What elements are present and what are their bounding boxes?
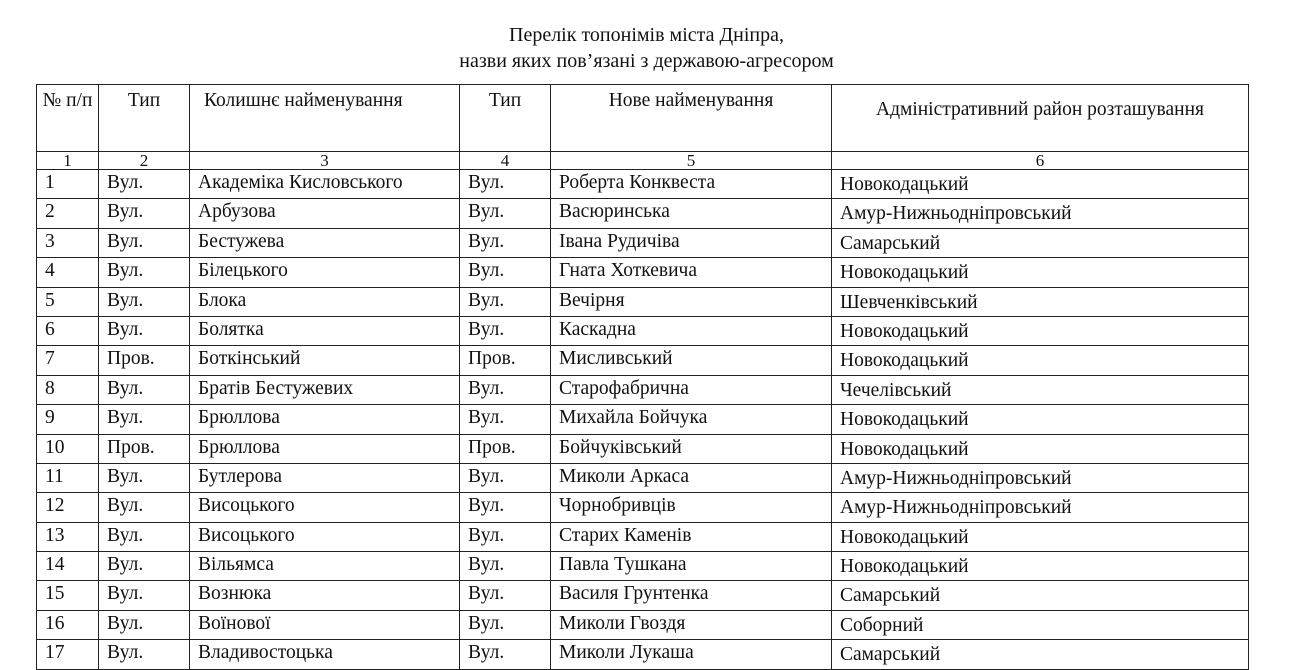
- old-type-cell: Вул.: [99, 287, 190, 316]
- old-name-cell: Вознюка: [190, 581, 460, 610]
- row-number-cell: 7: [37, 346, 99, 375]
- district-cell: Соборний: [832, 610, 1249, 639]
- header-row: [37, 85, 1249, 152]
- row-number-cell: 14: [37, 552, 99, 581]
- new-type-cell: Пров.: [460, 434, 551, 463]
- new-type-cell: Вул.: [460, 405, 551, 434]
- row-number-cell: 3: [37, 228, 99, 257]
- new-name-cell: Чорнобривців: [551, 493, 832, 522]
- new-type-cell: Вул.: [460, 258, 551, 287]
- old-name-cell: Брюллова: [190, 434, 460, 463]
- table-row: [37, 346, 1249, 375]
- new-name-cell: Васюринська: [551, 199, 832, 228]
- table-row: [37, 463, 1249, 492]
- column-number: 1: [37, 152, 99, 170]
- old-type-cell: Вул.: [99, 375, 190, 404]
- new-type-cell: Вул.: [460, 493, 551, 522]
- column-number: 4: [460, 152, 551, 170]
- old-type-cell: Вул.: [99, 258, 190, 287]
- row-number-cell: 8: [37, 375, 99, 404]
- new-type-cell: Пров.: [460, 346, 551, 375]
- table-row: [37, 375, 1249, 404]
- old-type-cell: Вул.: [99, 199, 190, 228]
- district-cell: Новокодацький: [832, 552, 1249, 581]
- new-type-cell: Вул.: [460, 552, 551, 581]
- district-cell: Самарський: [832, 581, 1249, 610]
- table-row: [37, 493, 1249, 522]
- old-type-cell: Пров.: [99, 346, 190, 375]
- old-name-cell: Блока: [190, 287, 460, 316]
- new-type-cell: Вул.: [460, 228, 551, 257]
- header-district: Адміністративний район розташування: [832, 85, 1249, 152]
- row-number-cell: 9: [37, 405, 99, 434]
- old-name-cell: Білецького: [190, 258, 460, 287]
- district-cell: Новокодацький: [832, 346, 1249, 375]
- old-name-cell: Висоцького: [190, 493, 460, 522]
- district-cell: Амур-Нижньодніпровський: [832, 493, 1249, 522]
- new-name-cell: Михайла Бойчука: [551, 405, 832, 434]
- old-name-cell: Бутлерова: [190, 463, 460, 492]
- row-number-cell: 11: [37, 463, 99, 492]
- old-name-cell: Бестужева: [190, 228, 460, 257]
- new-name-cell: Миколи Аркаса: [551, 463, 832, 492]
- new-name-cell: Роберта Конквеста: [551, 170, 832, 199]
- district-cell: Амур-Нижньодніпровський: [832, 463, 1249, 492]
- old-type-cell: Вул.: [99, 170, 190, 199]
- header-number: № п/п: [37, 85, 99, 152]
- new-type-cell: Вул.: [460, 375, 551, 404]
- district-cell: Новокодацький: [832, 258, 1249, 287]
- table-row: [37, 581, 1249, 610]
- table-row: [37, 316, 1249, 345]
- old-name-cell: Воїнової: [190, 610, 460, 639]
- new-name-cell: Івана Рудичіва: [551, 228, 832, 257]
- old-type-cell: Вул.: [99, 316, 190, 345]
- new-name-cell: Мисливський: [551, 346, 832, 375]
- district-cell: Шевченківський: [832, 287, 1249, 316]
- old-name-cell: Брюллова: [190, 405, 460, 434]
- column-number: 5: [551, 152, 832, 170]
- old-type-cell: Вул.: [99, 640, 190, 669]
- district-cell: Новокодацький: [832, 522, 1249, 551]
- old-name-cell: Братів Бестужевих: [190, 375, 460, 404]
- new-name-cell: Вечірня: [551, 287, 832, 316]
- old-type-cell: Вул.: [99, 522, 190, 551]
- column-number: 2: [99, 152, 190, 170]
- row-number-cell: 15: [37, 581, 99, 610]
- old-name-cell: Владивостоцька: [190, 640, 460, 669]
- new-name-cell: Миколи Лукаша: [551, 640, 832, 669]
- column-number: 3: [190, 152, 460, 170]
- new-name-cell: Старофабрична: [551, 375, 832, 404]
- old-type-cell: Вул.: [99, 463, 190, 492]
- new-type-cell: Вул.: [460, 287, 551, 316]
- old-type-cell: Вул.: [99, 228, 190, 257]
- new-type-cell: Вул.: [460, 610, 551, 639]
- new-name-cell: Миколи Гвоздя: [551, 610, 832, 639]
- new-name-cell: Василя Грунтенка: [551, 581, 832, 610]
- table-row: [37, 199, 1249, 228]
- old-name-cell: Академіка Кисловського: [190, 170, 460, 199]
- row-number-cell: 10: [37, 434, 99, 463]
- district-cell: Новокодацький: [832, 170, 1249, 199]
- old-name-cell: Болятка: [190, 316, 460, 345]
- district-cell: Новокодацький: [832, 316, 1249, 345]
- table-row: [37, 287, 1249, 316]
- table-row: [37, 228, 1249, 257]
- title-line-1: Перелік топонімів міста Дніпра,: [509, 24, 784, 46]
- new-type-cell: Вул.: [460, 316, 551, 345]
- district-cell: Новокодацький: [832, 405, 1249, 434]
- new-name-cell: Гната Хоткевича: [551, 258, 832, 287]
- new-name-cell: Бойчуківський: [551, 434, 832, 463]
- new-type-cell: Вул.: [460, 522, 551, 551]
- district-cell: Амур-Нижньодніпровський: [832, 199, 1249, 228]
- row-number-cell: 4: [37, 258, 99, 287]
- new-name-cell: Каскадна: [551, 316, 832, 345]
- old-type-cell: Вул.: [99, 493, 190, 522]
- header-new-type: Тип: [460, 85, 551, 152]
- new-type-cell: Вул.: [460, 581, 551, 610]
- new-name-cell: Павла Тушкана: [551, 552, 832, 581]
- document-title: [0, 22, 1293, 74]
- toponyms-table: [36, 84, 1249, 670]
- row-number-cell: 2: [37, 199, 99, 228]
- row-number-cell: 6: [37, 316, 99, 345]
- header-new-name: Нове найменування: [551, 85, 832, 152]
- table-row: [37, 522, 1249, 551]
- district-cell: Новокодацький: [832, 434, 1249, 463]
- row-number-cell: 1: [37, 170, 99, 199]
- district-cell: Самарський: [832, 640, 1249, 669]
- title-line-2: назви яких пов’язані з державою-агресором: [459, 50, 834, 72]
- row-number-cell: 12: [37, 493, 99, 522]
- old-name-cell: Вільямса: [190, 552, 460, 581]
- new-type-cell: Вул.: [460, 170, 551, 199]
- column-number: 6: [832, 152, 1249, 170]
- old-name-cell: Висоцького: [190, 522, 460, 551]
- old-type-cell: Вул.: [99, 581, 190, 610]
- old-type-cell: Пров.: [99, 434, 190, 463]
- table-row: [37, 170, 1249, 199]
- table-row: [37, 258, 1249, 287]
- old-type-cell: Вул.: [99, 552, 190, 581]
- old-name-cell: Арбузова: [190, 199, 460, 228]
- district-cell: Чечелівський: [832, 375, 1249, 404]
- old-type-cell: Вул.: [99, 610, 190, 639]
- table-row: [37, 434, 1249, 463]
- new-type-cell: Вул.: [460, 640, 551, 669]
- header-old-type: Тип: [99, 85, 190, 152]
- table-row: [37, 552, 1249, 581]
- column-number-row: [37, 152, 1249, 170]
- table-row: [37, 405, 1249, 434]
- row-number-cell: 17: [37, 640, 99, 669]
- old-name-cell: Боткінський: [190, 346, 460, 375]
- district-cell: Самарський: [832, 228, 1249, 257]
- new-type-cell: Вул.: [460, 199, 551, 228]
- header-old-name: Колишнє найменування: [190, 85, 460, 152]
- table-row: [37, 640, 1249, 669]
- row-number-cell: 13: [37, 522, 99, 551]
- row-number-cell: 5: [37, 287, 99, 316]
- new-type-cell: Вул.: [460, 463, 551, 492]
- new-name-cell: Старих Каменів: [551, 522, 832, 551]
- old-type-cell: Вул.: [99, 405, 190, 434]
- table-row: [37, 610, 1249, 639]
- row-number-cell: 16: [37, 610, 99, 639]
